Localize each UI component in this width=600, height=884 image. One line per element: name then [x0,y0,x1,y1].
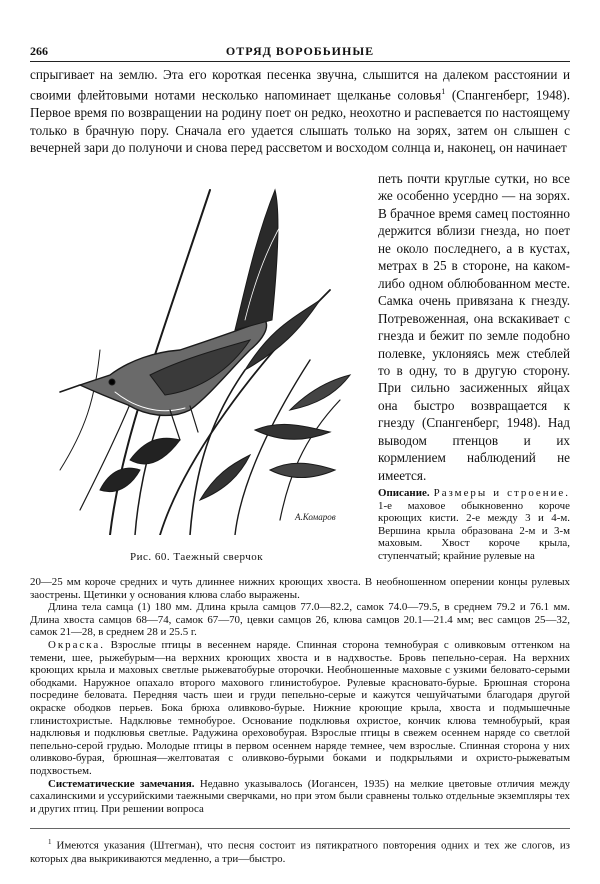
description-continued: 20—25 мм короче средних и чуть длиннее нижних кроющих хвоста. В необношенном оперении концы рулевых заострены. Щетинки у основания клюва слабо выражены. [30,576,570,601]
footnote-rule [30,828,570,829]
footnote [30,836,570,866]
right-column-text: петь почти круглые сутки, но все же особенно усердно — на зорях. В брачное время самец постоянно держится вблизи гнезда, но поет не около последнего, а в кустах, метрах в 25 в стороне, на каком-либо одном облюбованном месте. Самка очень привязана к гнезду. Потревоженная, она вскакивает с гнезда и бежит по земле подобно полевке, уклоняясь меж стеблей то в одну, то в другую сторону. При сильно засиженных яйцах она быстро возвращается к гнезду (Спангенберг, 1948). Над выводом птенцов и их кормлением наблюдений не имеется. [378,171,570,483]
main-text-block [30,576,570,815]
systematics-text: Недавно указывалось (Иогансен, 1935) на мелкие цветовые отличия между сахалинскими и уссурийскими таежными сверчками, но при этом были сравнены только отдельные экземпляры тех и других птиц. При решении вопроса [30,777,570,815]
bird-illustration [40,170,360,535]
systematics-paragraph [30,778,570,816]
description-start [378,487,570,563]
page-header [30,44,570,60]
page-number: 266 [30,44,48,58]
coloration-paragraph [30,639,570,778]
measurements-paragraph: Длина тела самца (1) 180 мм. Длина крыла самцов 77.0—82.2, самок 74.0—79.5, в среднем 79.2 и 76.1 мм. Длина хвоста самцов 68—74, самок 67—70, цевки самцов 26, клюва самцов 20.1—21.4 мм; вес самцов 25—32, самок 21—28, в среднем 28 и 25.5 г. [30,601,570,639]
coloration-heading: Окраска. [48,638,105,651]
footnote-mark: 1 [48,838,52,846]
figure-caption: Рис. 60. Таежный сверчок [130,551,264,563]
lead-paragraph [30,66,570,156]
footnote-text: Имеются указания (Штегман), что песня состоит из пятикратного повторения одних и тех же слогов, из которых два выкрикиваются медленно, а три—быстро. [30,839,570,865]
lead-text-1: спрыгивает на землю. Эта его короткая песенка звучна, слышится на далеком расстоянии и своими флейтовыми нотами несколько напоминает щелканье соловья [30,67,570,103]
description-heading: Описание. [378,487,430,499]
figure-taiga-grasshopper-warbler [40,170,360,535]
footnote-reference[interactable]: 1 [441,87,446,97]
description-text: 1-е маховое обыкновенно короче кроющих кисти. 2-е между 3 и 4-м. Вершина крыла образована 2-м и 3-м маховым. Хвост короче крыла, ступенчатый; крайние рулевые на [378,499,570,562]
coloration-text: Взрослые птицы в весеннем наряде. Спинная сторона темнобурая с оливковым оттенком на темени, шее, рыжебурым—на верхних кроющих хвоста и в надхвостье. Бровь пепельно-серая. На верхних кроющих крыла и маховых светлые рыжеватобурые оторочки. Необношенные маховые с узкими беловато-серыми ободками. Наружное опахало второго махового глинистобурое. Рулевые красновато-бурые. Брюшная сторона посредине беловата. Передняя часть шеи и груди пепельно-серые и кажутся чешуйчатыми благодаря другой окраске ободков перьев. Бока брюха оливково-бурые. Нижние кроющие крыла, хвоста и подмышечные глинистохристые. Надклювье темнобурое. Основание подклювья охристое, кончик клюва темнобурый, края надклювья и подклювья светлые. Радужина ореховобурая. Взрослые птицы в свежем осеннем наряде со светлой пепельно-серой грудью. Молодые птицы в первом осеннем наряде темнее, чем взрослые. Спинная сторона у них оливково-бурая, брюшная—желтоватая с оливково-бурыми боками и подкрыльями и охристо-рыжеватым подхвостьем. [30,638,570,777]
systematics-heading: Систематические замечания. [48,777,195,790]
header-rule [30,61,570,62]
lead-text-2: (Спангенберг, 1948). Первое время по возвращении на родину поет он редко, неохотно и распевается по настоящему только в брачную пору. Сначала его удается слышать только на зорях, затем он слышен с вечерней зари до полуночи и снова перед рассветом и восходом солнца и, наконец, он начинает [30,87,570,156]
description-subheading: Размеры и строение. [433,487,570,499]
illustrator-signature: A.Комаров [295,512,336,522]
running-title: ОТРЯД ВОРОБЬИНЫЕ [225,44,375,58]
